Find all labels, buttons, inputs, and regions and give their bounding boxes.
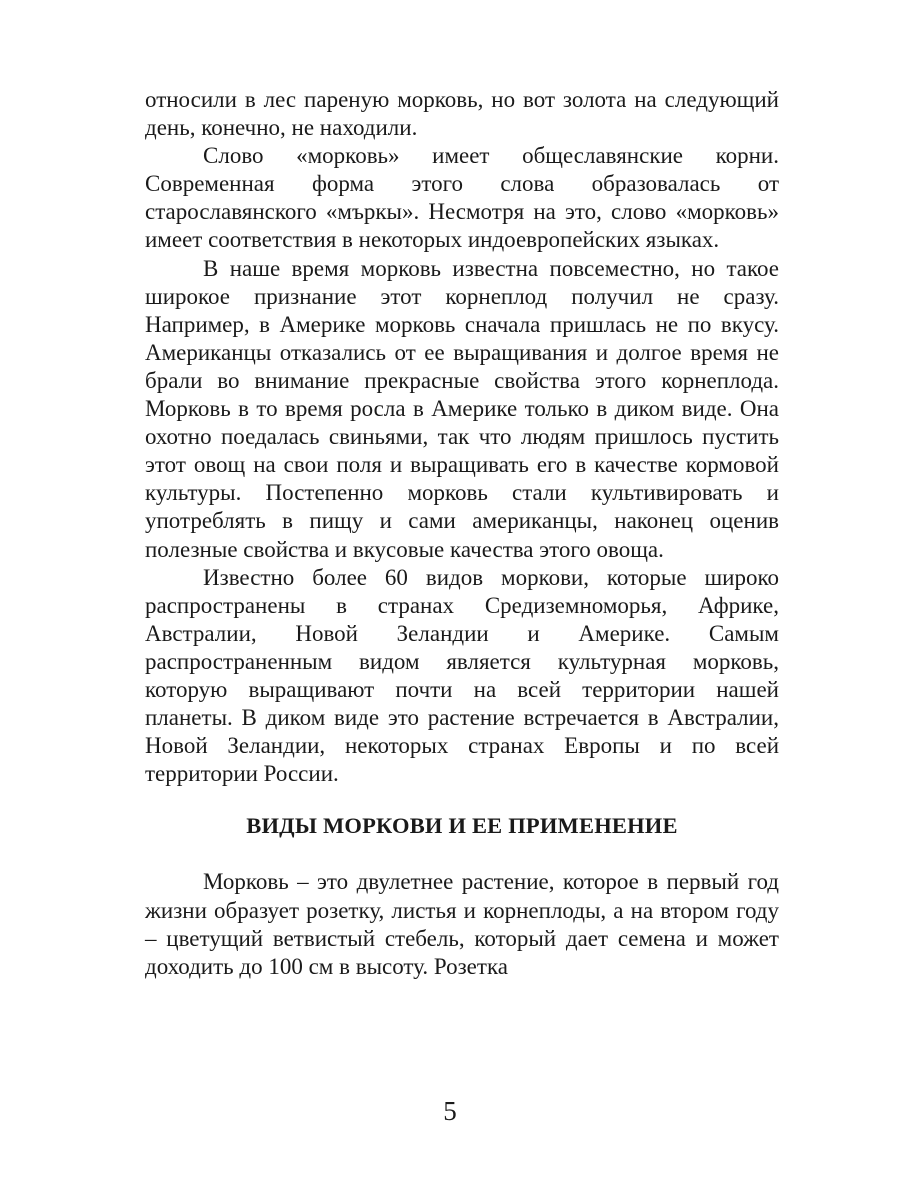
section-heading: ВИДЫ МОРКОВИ И ЕЕ ПРИМЕНЕНИЕ [246,813,678,839]
paragraph-continuation: относили в лес пареную морковь, но вот золота на следующий день, конечно, не находили. [145,87,779,141]
paragraph-word-origin: Слово «морковь» имеет общеславянские корни. Современная форма этого слова образовалась от старославянского «мъркы». Несмотря на это, слово «морковь» имеет соответствия в некоторых индоевропейских языках. [145,143,779,253]
page-number: 5 [443,1096,457,1126]
paragraph-biennial: Морковь – это двулетнее растение, которое в первый год жизни образует розетку, листья и корнеплоды, а на втором году – цветущий ветвистый стебель, который дает семена и может доходить до 100 см в высоту. Розетка [145,869,779,979]
paragraph-america: В наше время морковь известна повсеместно, но такое широкое признание этот корнеплод получил не сразу. Например, в Америке морковь сначала пришлась не по вкусу. Американцы отказались от ее выращивания и долгое время не брали во внимание прекрасные свойства этого корнеплода. Морковь в то время росла в Америке только в диком виде. Она охотно поедалась свиньями, так что людям пришлось пустить этот овощ на свои поля и выращивать его в качестве кормовой культуры. Постепенно морковь стали культивировать и употреблять в пищу и сами американцы, наконец оценив полезные свойства и вкусовые качества этого овоща. [145,255,779,562]
page-body [145,86,779,981]
paragraph-species: Известно более 60 видов моркови, которые широко распространены в странах Средиземноморья, Африке, Австралии, Новой Зеландии и Америке. Самым распространенным видом является культурная морковь, которую выращивают почти на всей территории нашей планеты. В диком виде это растение встречается в Австралии, Новой Зеландии, некоторых странах Европы и по всей территории России. [145,564,779,787]
